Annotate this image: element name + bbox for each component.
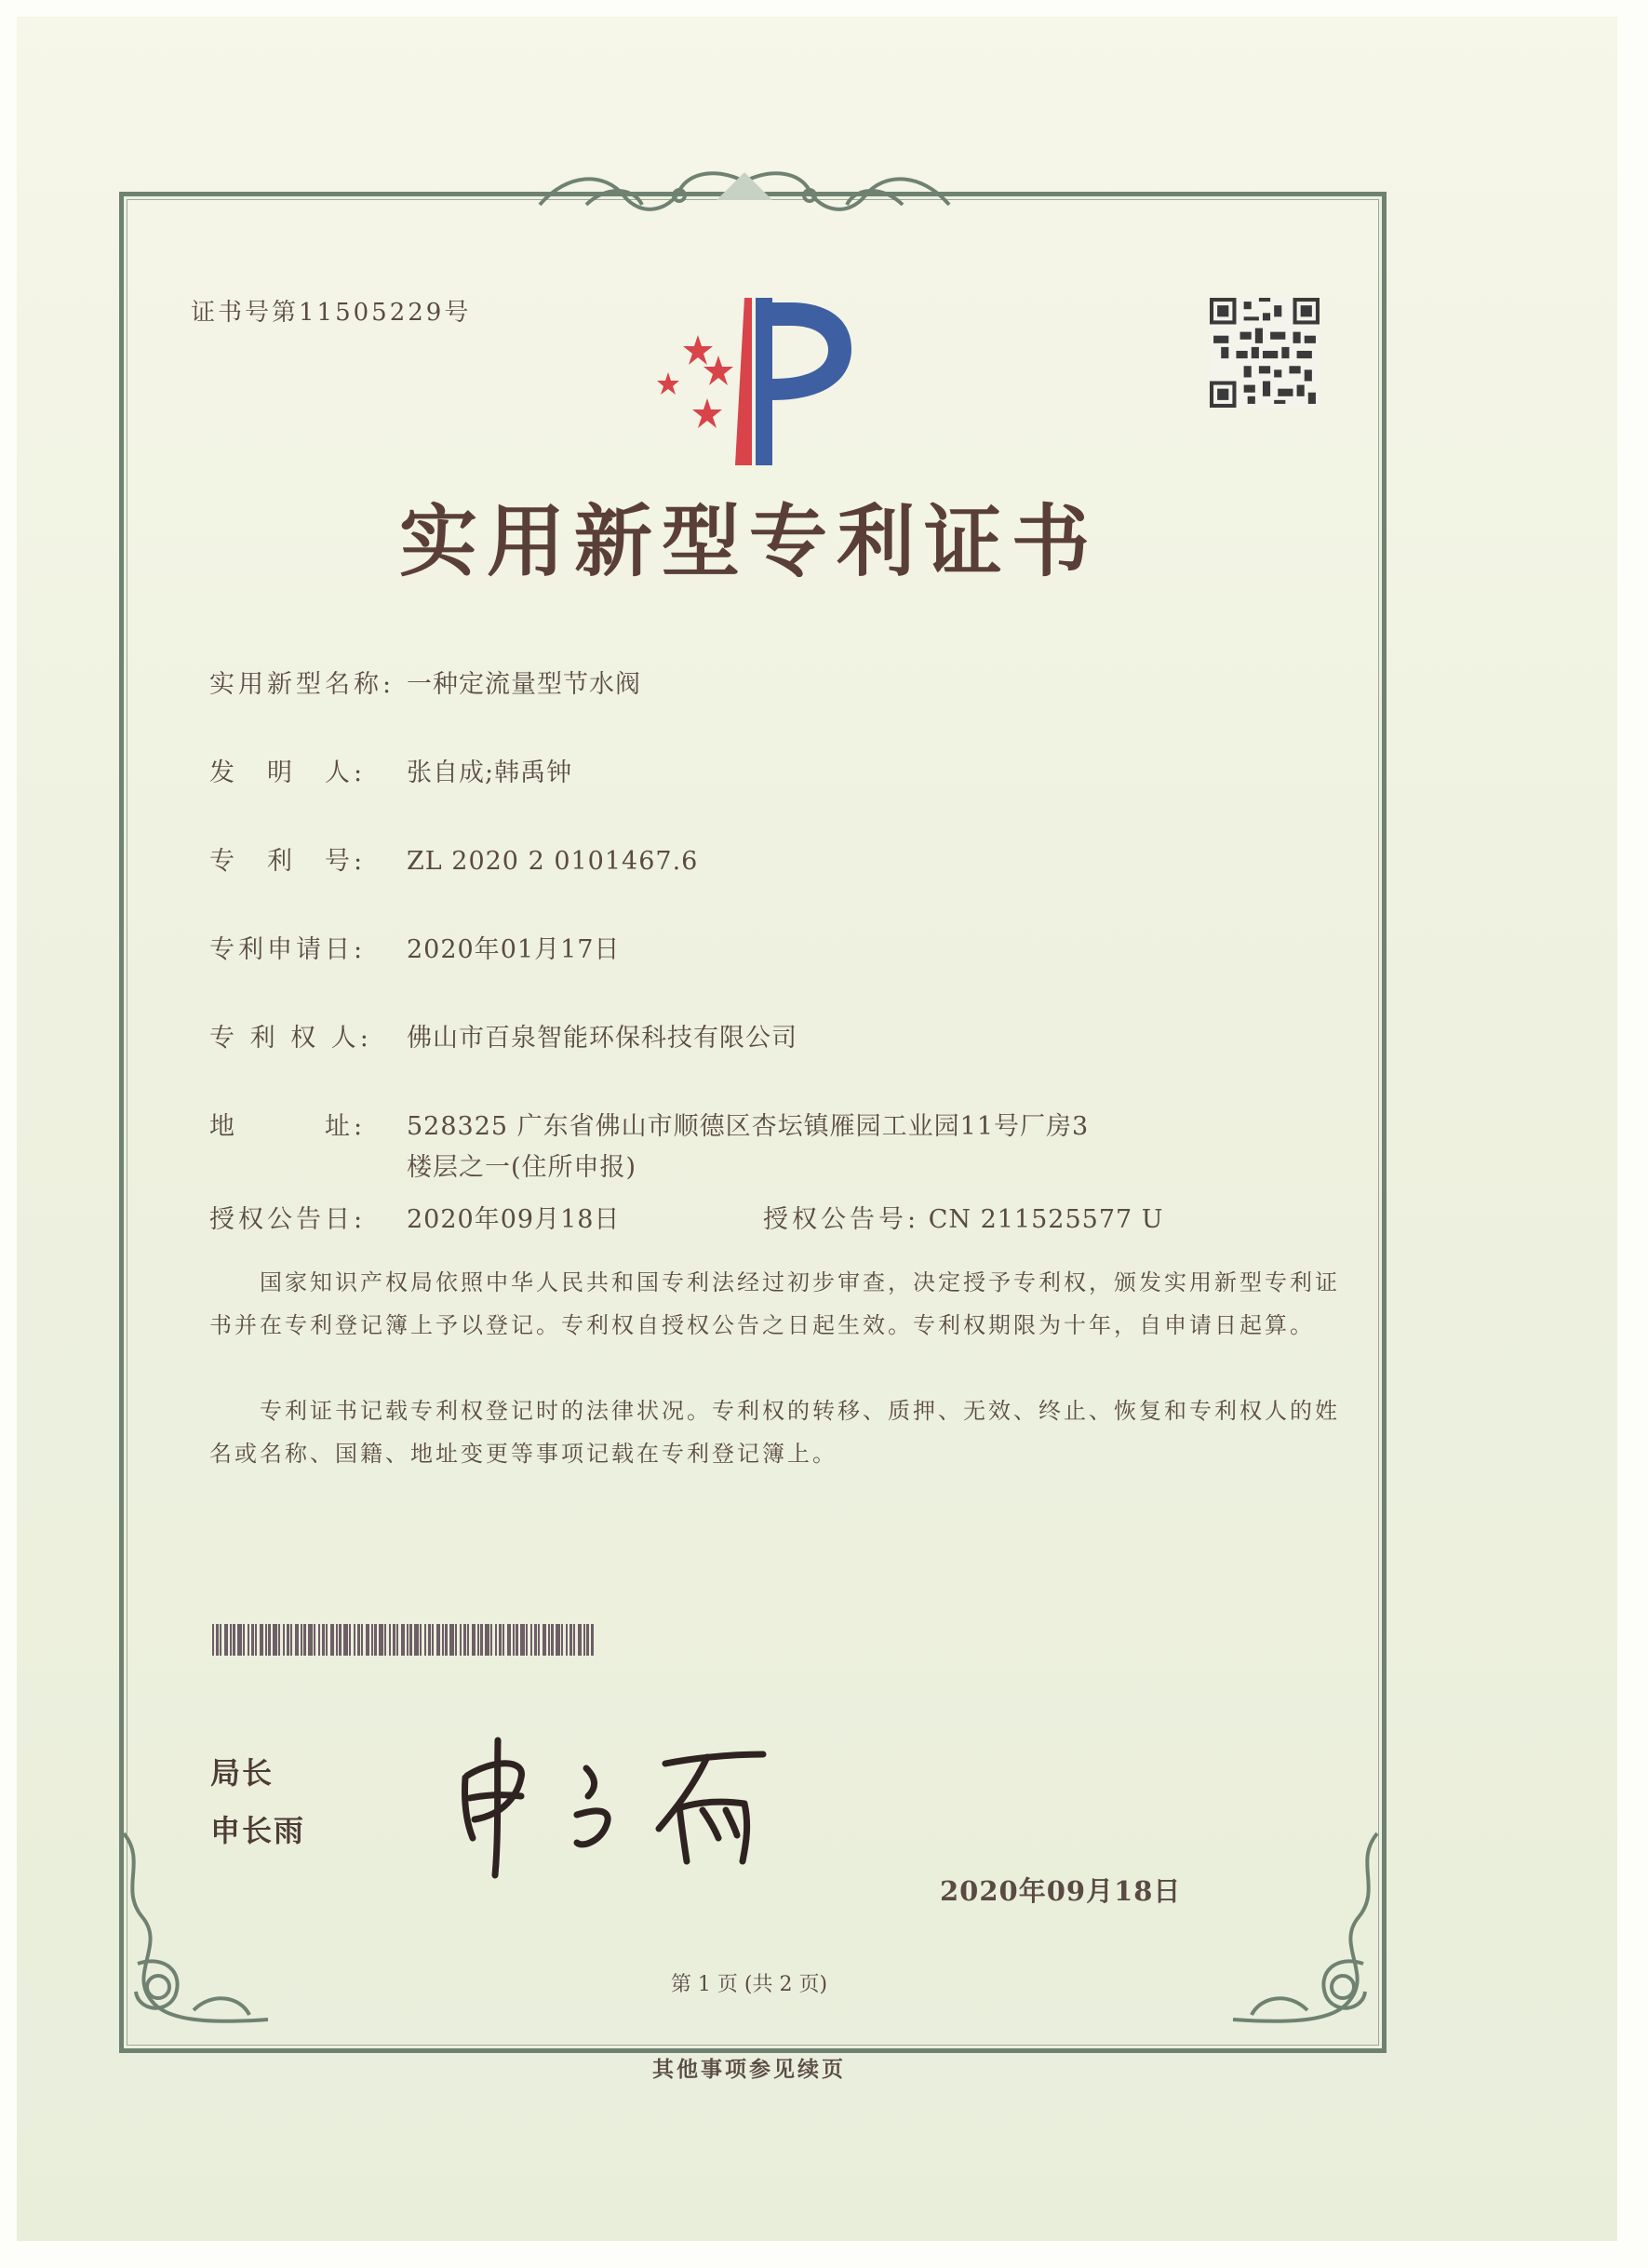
barcode-icon: [212, 1624, 594, 1656]
field-value: ZL 2020 2 0101467.6: [407, 847, 699, 876]
field-value: 528325 广东省佛山市顺德区杏坛镇雁园工业园11号厂房3: [407, 1112, 1090, 1141]
director-signature: [447, 1722, 782, 1880]
field-inventor: [209, 752, 572, 788]
field-label: 实用新型名称:: [209, 670, 395, 699]
field-value: CN 211525577 U: [928, 1205, 1164, 1234]
field-grant-number: [763, 1199, 1164, 1235]
qr-code-icon: [1210, 298, 1320, 408]
statement-paragraph-2: 专利证书记载专利权登记时的法律状况。专利权的转移、质押、无效、终止、恢复和专利权人的姓名或名称、国籍、地址变更等事项记载在专利登记簿上。: [209, 1398, 1340, 1467]
field-value: 2020年01月17日: [407, 935, 621, 964]
patent-office-logo-icon: [642, 289, 865, 475]
field-label: 地 址:: [209, 1112, 367, 1141]
field-label: 授权公告号:: [763, 1205, 920, 1234]
field-value: 张自成;韩禹钟: [407, 758, 573, 787]
bottom-right-ornament-icon: [1224, 1824, 1391, 2038]
field-label: 发 明 人:: [209, 758, 367, 787]
field-value: 佛山市百泉智能环保科技有限公司: [407, 1024, 797, 1053]
top-ornament-icon: [530, 154, 958, 228]
field-value: 一种定流量型节水阀: [407, 670, 641, 699]
field-address-line2: [407, 1147, 636, 1183]
bottom-left-ornament-icon: [110, 1824, 277, 2038]
certificate-title: 实用新型专利证书: [398, 496, 1099, 587]
field-patent-number: [209, 840, 698, 877]
field-label: 专 利 权 人:: [209, 1024, 372, 1053]
field-label: 专 利 号:: [209, 847, 367, 876]
statement-paragraph-1: 国家知识产权局依照中华人民共和国专利法经过初步审查，决定授予专利权，颁发实用新型专利证书并在专利登记簿上予以登记。专利权自授权公告之日起生效。专利权期限为十年，自申请日起算。: [209, 1269, 1340, 1338]
field-value: 2020年09月18日: [407, 1205, 621, 1234]
field-label: 授权公告日:: [209, 1205, 367, 1234]
field-application-date: [209, 929, 620, 965]
certificate-number: 证书号第11505229号: [191, 299, 472, 327]
official-name: 申长雨: [210, 1813, 306, 1848]
field-value: 楼层之一(住所申报): [407, 1153, 637, 1182]
field-patentee: [209, 1017, 797, 1053]
field-address: [209, 1106, 1089, 1142]
continued-note: 其他事项参见续页: [652, 2057, 846, 2082]
field-label: 专利申请日:: [209, 935, 367, 964]
page-indicator: 第 1 页 (共 2 页): [670, 1973, 828, 1996]
field-grant-date: [209, 1199, 620, 1235]
field-utility-model-name: [209, 664, 641, 700]
issue-date: 2020年09月18日: [940, 1875, 1182, 1907]
official-role: 局长: [210, 1755, 275, 1791]
